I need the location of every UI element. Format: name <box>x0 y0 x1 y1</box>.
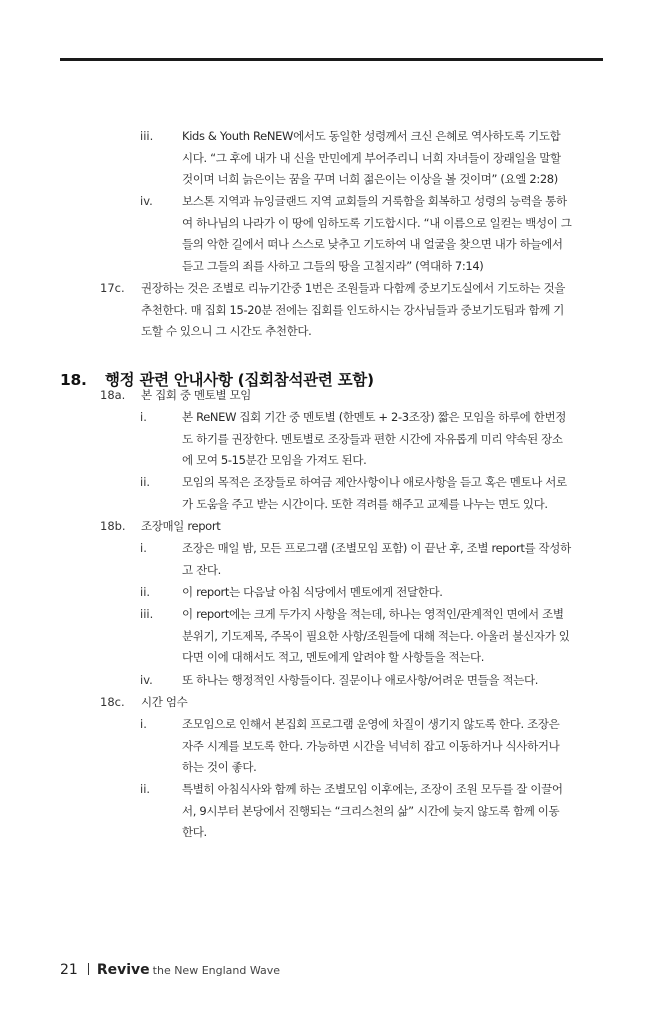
list-marker: iii. <box>140 607 154 621</box>
paragraph-line: 시간 엄수 <box>141 695 188 709</box>
paragraph-line: 가 도움을 주고 받는 시간이다. 또한 격려를 해주고 교제를 나누는 면도 있다. <box>182 496 548 511</box>
paragraph-line: 한다. <box>182 825 207 840</box>
paragraph-line: 조장매일 report <box>141 519 221 533</box>
list-marker: iv. <box>140 194 153 208</box>
paragraph-line: 모임의 목적은 조장들로 하여금 제안사항이나 애로사항을 듣고 혹은 멘토나 서로 <box>182 475 567 489</box>
list-marker: iv. <box>140 673 153 687</box>
paragraph-line: 조장은 매일 밤, 모든 프로그램 (조별모임 포함) 이 끝난 후, 조별 report를 작성하 <box>182 541 571 555</box>
list-marker: i. <box>140 717 147 731</box>
list-marker: ii. <box>140 475 151 489</box>
paragraph-line: Kids & Youth ReNEW에서도 동일한 성령께서 크신 은혜로 역사하도록 기도합 <box>182 129 561 143</box>
list-marker: i. <box>140 541 147 555</box>
paragraph-line: 도 하기를 권장한다. 멘토별로 조장들과 편한 시간에 자유롭게 미리 약속된 장소 <box>182 431 563 446</box>
paragraph-line: 자주 시계를 보도록 한다. 가능하면 시간을 넉넉히 잡고 이동하거나 식사하거나 <box>182 738 560 753</box>
list-marker: i. <box>140 410 147 424</box>
list-marker: ii. <box>140 782 151 796</box>
paragraph-line: 특별히 아침식사와 함께 하는 조별모임 이후에는, 조장이 조원 모두를 잘 이끌어 <box>182 782 563 796</box>
paragraph-line: 것이며 너희 늙은이는 꿈을 꾸며 너희 젊은이는 이상을 볼 것이며” (요엘 2:28) <box>182 172 558 187</box>
section-heading <box>60 368 374 390</box>
paragraph-line: 조모임으로 인해서 본집회 프로그램 운영에 차질이 생기지 않도록 한다. 조장은 <box>182 717 560 731</box>
paragraph-line: 도할 수 있으니 그 시간도 추천한다. <box>141 324 312 339</box>
paragraph-line: 하는 것이 좋다. <box>182 760 257 775</box>
brand-tagline: the New England Wave <box>152 964 281 977</box>
footer-separator <box>88 963 89 975</box>
paragraph-line: 추천한다. 매 집회 15-20분 전에는 집회를 인도하시는 강사님들과 중보기도팀과 함께 기 <box>141 302 565 317</box>
paragraph-line: 본 집회 중 멘토별 모임 <box>141 388 252 402</box>
list-marker: 18a. <box>100 388 126 402</box>
paragraph-line: 고 잔다. <box>182 562 221 577</box>
paragraph-line: 본 ReNEW 집회 기간 중 멘토별 (한멘토 + 2-3조장) 짧은 모임을 하루에 한번정 <box>182 410 566 424</box>
paragraph-line: 이 report는 다음날 아침 식당에서 멘토에게 전달한다. <box>182 585 443 599</box>
page-footer <box>60 962 280 978</box>
paragraph-line: 권장하는 것은 조별로 리뉴기간중 1번은 조원들과 다함께 중보기도실에서 기도하는 것을 <box>141 281 566 295</box>
section-title: 행정 관련 안내사항 (집회참석관련 포함) <box>105 371 374 389</box>
list-marker: 17c. <box>100 281 125 295</box>
paragraph-line: 서, 9시부터 본당에서 진행되는 “크리스천의 삶” 시간에 늦지 않도록 함께 이동 <box>182 803 560 818</box>
paragraph-line: 에 모여 5-15분간 모임을 가져도 된다. <box>182 453 367 468</box>
paragraph-line: 또 하나는 행정적인 사항들이다. 질문이나 애로사항/어려운 면들을 적는다. <box>182 673 539 687</box>
page-number: 21 <box>60 962 78 978</box>
top-rule <box>60 58 603 61</box>
paragraph-line: 보스톤 지역과 뉴잉글랜드 지역 교회들의 거룩함을 회복하고 성령의 능력을 통하 <box>182 194 567 208</box>
list-marker: iii. <box>140 129 154 143</box>
list-marker: 18c. <box>100 695 125 709</box>
brand-name: Revive <box>96 962 150 978</box>
paragraph-line: 이 report에는 크게 두가지 사항을 적는데, 하나는 영적인/관계적인 면에서 조별 <box>182 607 564 621</box>
list-marker: 18b. <box>100 519 126 533</box>
paragraph-line: 다면 이에 대해서도 적고, 멘토에게 알려야 할 사항들을 적는다. <box>182 650 485 665</box>
paragraph-line: 분위기, 기도제목, 주목이 필요한 사항/조원들에 대해 적는다. 아울러 불신자가 있 <box>182 628 570 643</box>
paragraph-line: 시다. “그 후에 내가 내 신을 만민에게 부어주리니 너희 자녀들이 장래일을 말할 <box>182 150 561 165</box>
list-marker: ii. <box>140 585 151 599</box>
paragraph-line: 들의 악한 길에서 떠나 스스로 낮추고 기도하여 내 얼굴을 찾으면 내가 하늘에서 <box>182 237 563 252</box>
paragraph-line: 듣고 그들의 죄를 사하고 그들의 땅을 고칠지라” (역대하 7:14) <box>182 258 484 273</box>
section-number: 18. <box>60 371 87 389</box>
paragraph-line: 여 하나님의 나라가 이 땅에 임하도록 기도합시다. “내 이름으로 일컫는 백성이 그 <box>182 215 572 230</box>
